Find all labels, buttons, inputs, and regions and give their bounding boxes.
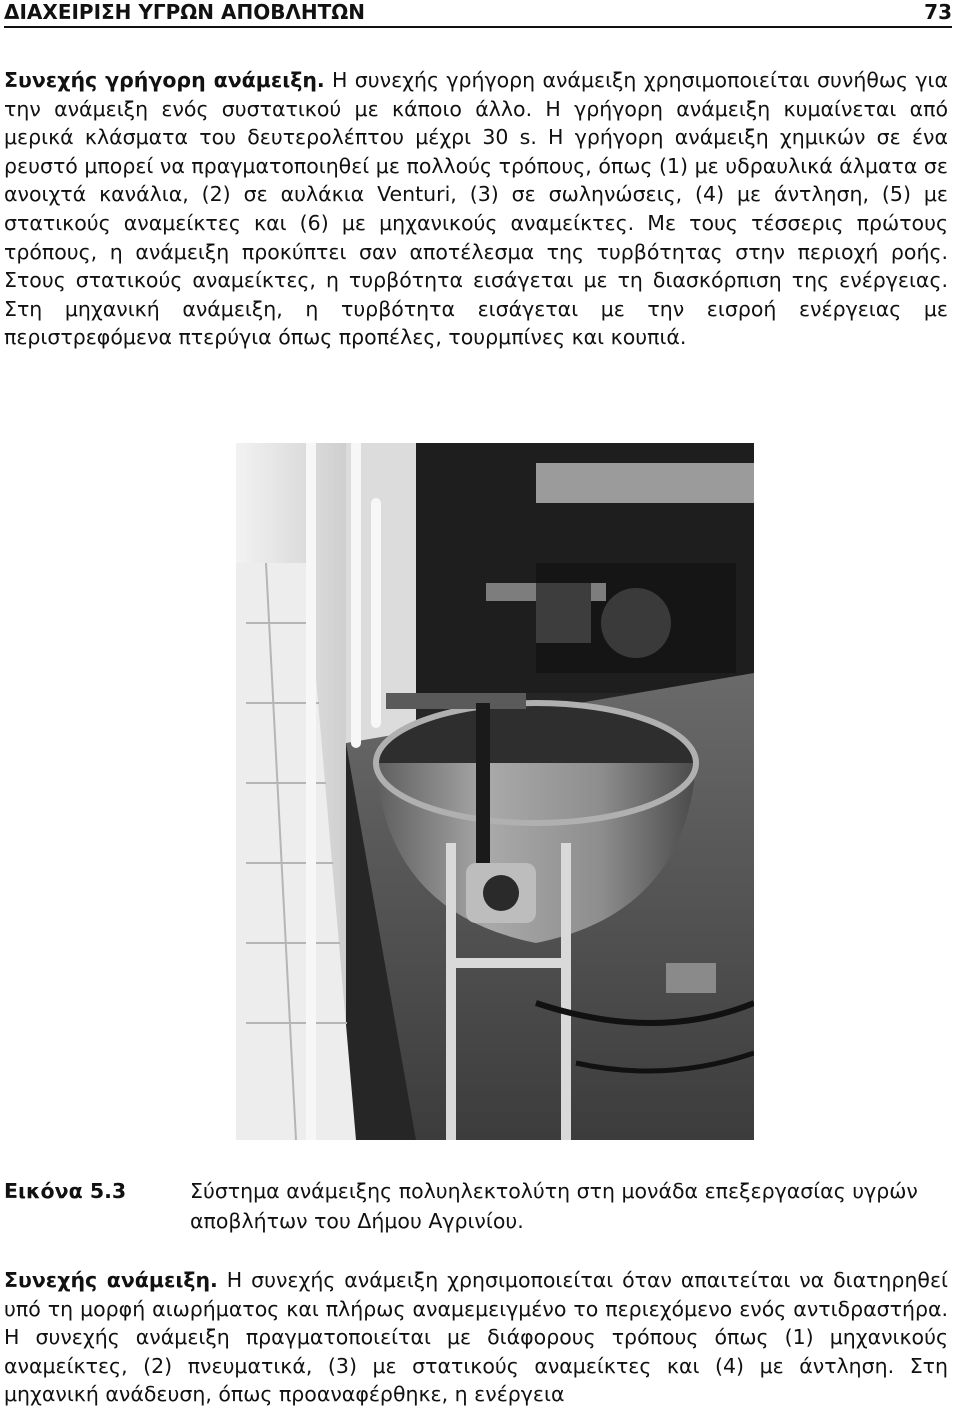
paragraph-continuous-mixing bbox=[4, 1266, 948, 1409]
paragraph-lead: Συνεχής γρήγορη ανάμειξη. bbox=[4, 68, 325, 92]
header-title: ΔΙΑΧΕΙΡΙΣΗ ΥΓΡΩΝ ΑΠΟΒΛΗΤΩΝ bbox=[4, 0, 366, 24]
page-number: 73 bbox=[924, 0, 952, 24]
paragraph-body: Η συνεχής ανάμειξη χρησιμοποιείται όταν απαιτείται να διατηρηθεί υπό τη μορφή αιωρήματος και πλήρως αναμεμειγμένο το περιεχόμενο ενός αντιδραστήρα. Η συνεχής ανάμειξη πραγματοποιείται με διάφορους τρόπους όπως (1) μηχανικούς αναμείκτες, (2) πνευματικά, (3) με στατικούς αναμείκτες και (4) με άντληση. Στη μηχανική ανάδευση, όπως προαναφέρθηκε, η ενέργεια bbox=[4, 1268, 948, 1407]
running-header bbox=[4, 0, 952, 28]
mixing-tank-photo bbox=[236, 443, 754, 1140]
paragraph-rapid-mixing bbox=[4, 66, 948, 352]
figure-photo bbox=[236, 443, 754, 1140]
paragraph-body: Η συνεχής γρήγορη ανάμειξη χρησιμοποιείται συνήθως για την ανάμειξη ενός συστατικού με κάποιο άλλο. Η γρήγορη ανάμειξη κυμαίνεται από μερικά κλάσματα του δευτερολέπτου μέχρι 30 s. Η γρήγορη ανάμειξη χημικών σε ένα ρευστό μπορεί να πραγματοποιηθεί με πολλούς τρόπους, όπως (1) με υδραυλικά άλματα σε ανοιχτά κανάλια, (2) σε αυλάκια Venturi, (3) σε σωληνώσεις, (4) με άντληση, (5) με στατικούς αναμείκτες και (6) με μηχανικούς αναμείκτες. Με τους τέσσερις πρώτους τρόπους, η ανάμειξη προκύπτει σαν αποτέλεσμα της τυρβότητας στην περιοχή ροής. Στους στατικούς αναμείκτες, η τυρβότητα εισάγεται με τη διασκόρπιση της ενέργειας. Στη μηχανική ανάμειξη, η τυρβότητα εισάγεται με την εισροή ενέργειας με περιστρεφόμενα πτερύγια όπως προπέλες, τουρμπίνες και κουπιά. bbox=[4, 68, 948, 350]
paragraph-lead: Συνεχής ανάμειξη. bbox=[4, 1268, 218, 1292]
figure-label: Εικόνα 5.3 bbox=[4, 1179, 127, 1203]
figure-caption-text: Σύστημα ανάμειξης πολυηλεκτολύτη στη μονάδα επεξεργασίας υγρών αποβλήτων του Δήμου Αγρινίου. bbox=[190, 1179, 918, 1233]
